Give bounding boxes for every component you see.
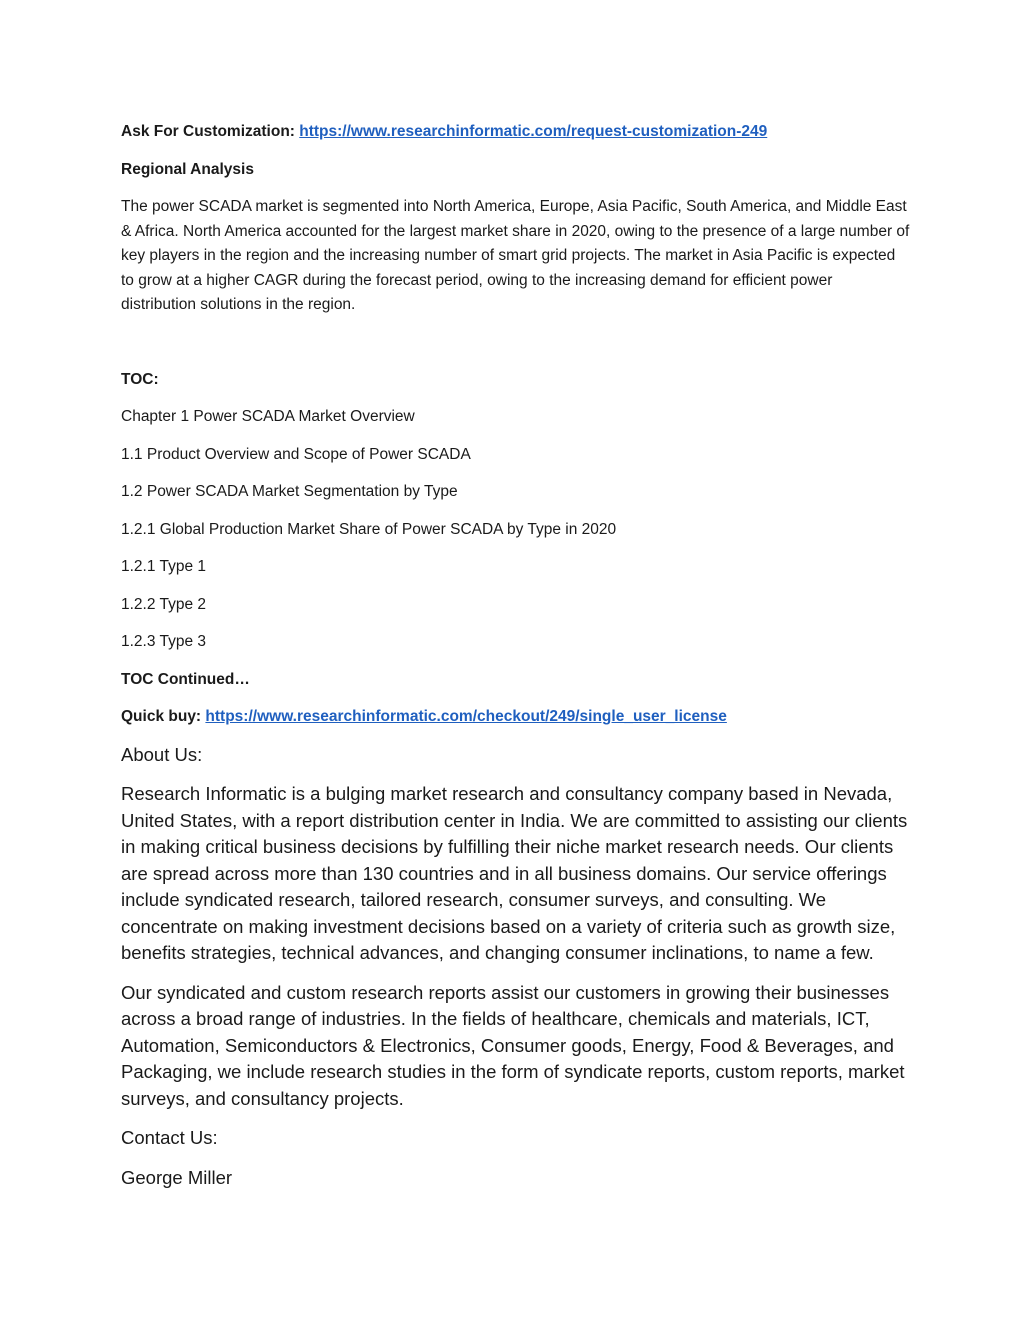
about-paragraph-1: Research Informatic is a bulging market research and consultancy company based in Nevada, United States, with a report distribution center in India. We are committed to assisting our clients in making critical business decisions by fulfilling their niche market research needs. Our clients are spread across more than 130 countries and in all business domains. Our service offerings include syndicated research, tailored research, consumer surveys, and consulting. We concentrate on making investment decisions based on a variety of criteria such as growth size, benefits strategies, technical advances, and changing consumer inclinations, to name a few. [121, 783, 908, 963]
document-page [121, 118, 911, 1191]
quickbuy-label: Quick buy: [121, 708, 202, 725]
toc-item: 1.2.3 Type 3 [121, 633, 207, 650]
toc-item: 1.1 Product Overview and Scope of Power SCADA [121, 445, 471, 463]
about-paragraph-2: Our syndicated and custom research reports assist our customers in growing their businesses across a broad range of industries. In the fields of healthcare, chemicals and materials, ICT, Automation, Semiconductors & Electronics, Consumer goods, Energy, Food & Beverages, and Packaging, we include research studies in the form of syndicate reports, custom reports, market surveys, and consultancy projects. [121, 981, 905, 1109]
toc-item: 1.2.2 Type 2 [121, 595, 207, 613]
regional-body: The power SCADA market is segmented into North America, Europe, Asia Pacific, South America, and Middle East & Africa. North America accounted for the largest market share in 2020, owing to the presence of a large number of key players in the region and the increasing number of smart grid projects. The market in Asia Pacific is expected to grow at a higher CAGR during the forecast period, owing to the increasing demand for efficient power distribution solutions in the region. [121, 198, 910, 313]
toc-heading: TOC: [121, 370, 159, 388]
toc-continued: TOC Continued… [121, 670, 250, 688]
quickbuy-link[interactable]: https://www.researchinformatic.com/checkout/249/single_user_license [205, 708, 727, 725]
toc-item: 1.2 Power SCADA Market Segmentation by Type [121, 483, 458, 500]
toc-item: 1.2.1 Global Production Market Share of Power SCADA by Type in 2020 [121, 520, 617, 538]
quickbuy-line [121, 705, 911, 730]
contact-heading: Contact Us: [121, 1127, 218, 1148]
toc-item: 1.2.1 Type 1 [121, 558, 207, 575]
customization-line [121, 120, 911, 145]
regional-heading: Regional Analysis [121, 160, 254, 178]
about-heading: About Us: [121, 743, 203, 765]
customization-link[interactable]: https://www.researchinformatic.com/request-customization-249 [299, 123, 768, 140]
toc-item: Chapter 1 Power SCADA Market Overview [121, 408, 415, 425]
customization-label: Ask For Customization: [121, 123, 295, 140]
contact-name: George Miller [121, 1166, 233, 1188]
